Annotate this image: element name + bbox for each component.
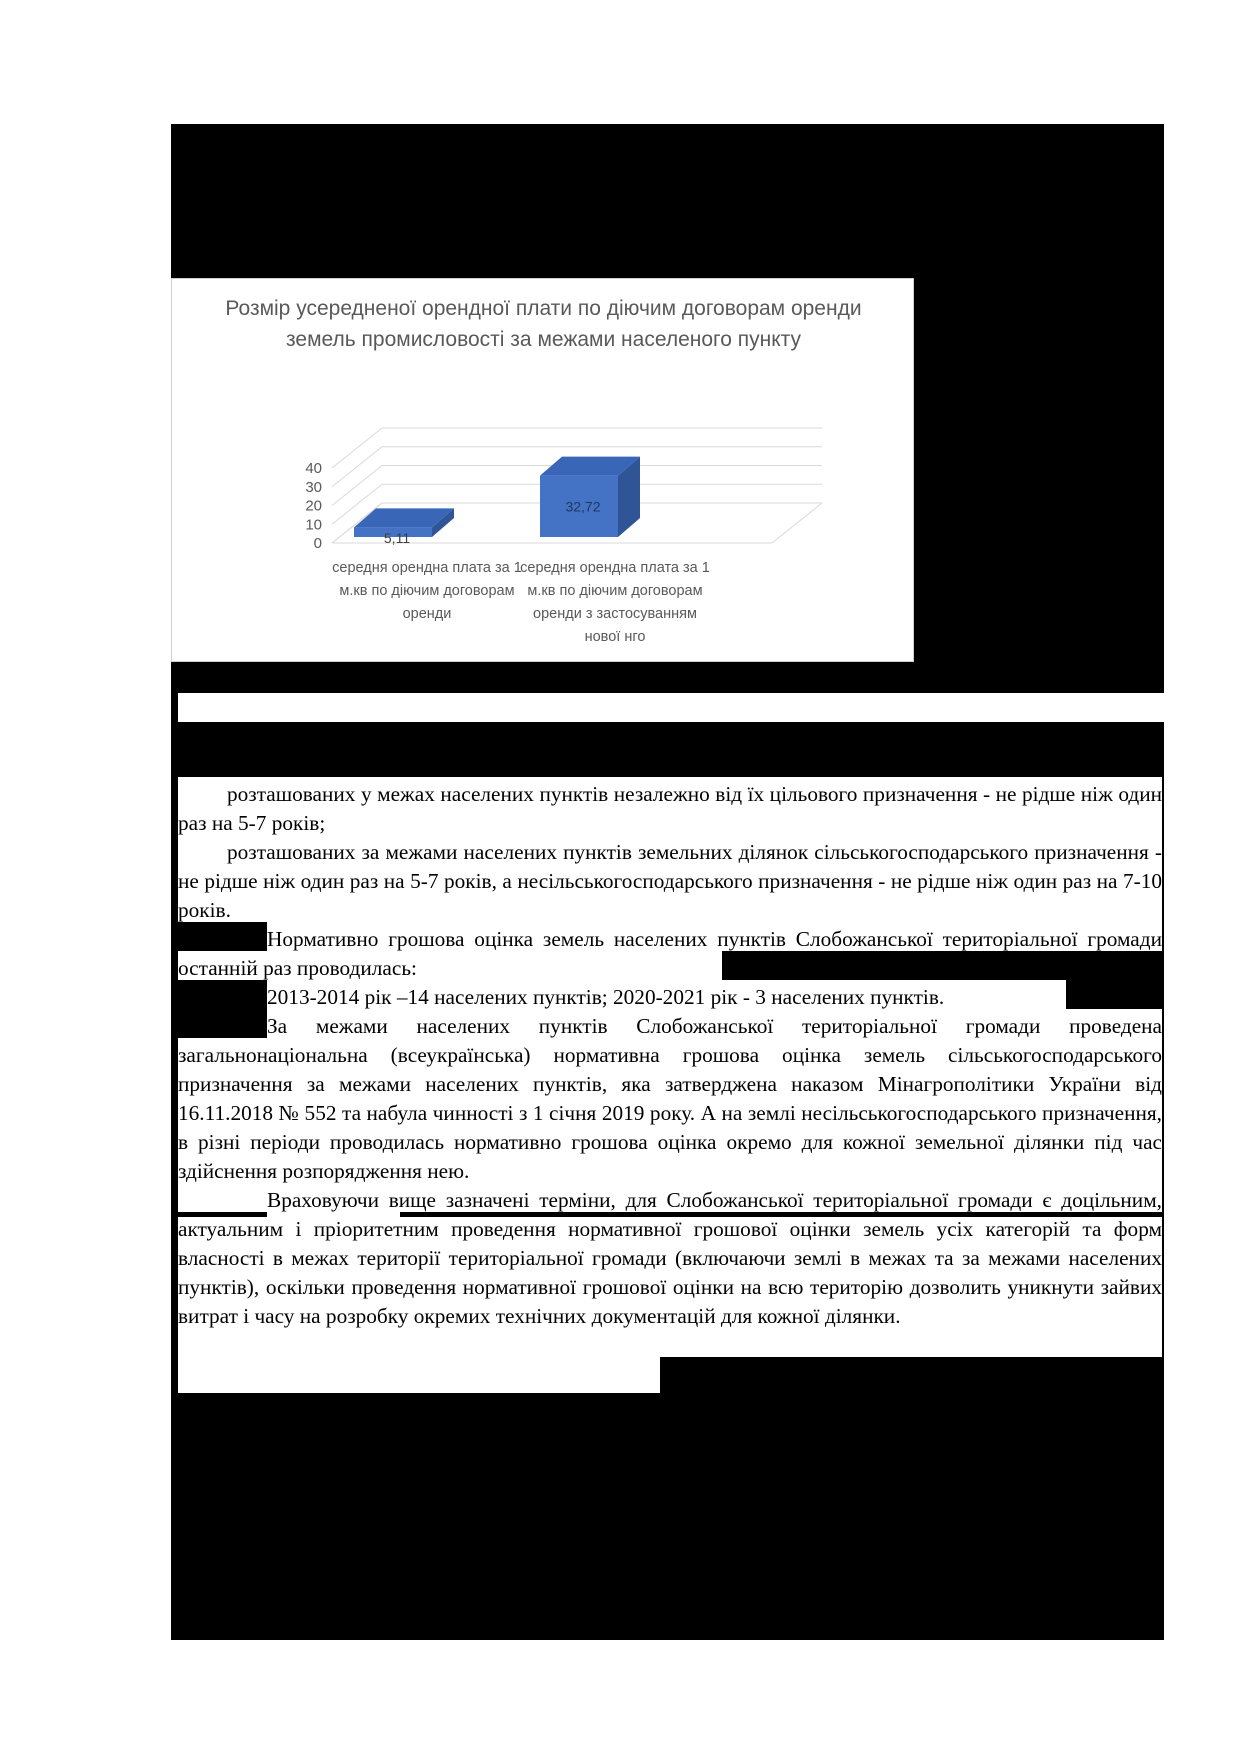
paragraph-last-valuation: Нормативно грошова оцінка земель населених пунктів Слобожанської територіальної громади останній раз проводилась: <box>178 927 1162 980</box>
chart-title: Розмір усередненої орендної плати по діючим договорам оренди земель промисловості за межами населеного пункту <box>225 297 862 351</box>
text-block-2 <box>178 925 1162 1331</box>
redaction-top <box>171 124 1164 278</box>
gridline-side <box>332 447 382 487</box>
paragraph-conclusion: Враховуючи вище зазначені терміни, для Слобожанської територіальної громади є доцільним, актуальним і пріоритетним проведення нормативної грошової оцінки земель усіх категорій та форм власності в межах території територіальної громади (включаючи землі в межах та за межами населених пунктів), оскільки проведення нормативної грошової оцінки на всю територію дозволить уникнути зайвих витрат і часу на розробку окремих технічних документацій для кожної ділянки. <box>178 1188 1162 1328</box>
redaction-band <box>171 722 1164 777</box>
redaction-left-gap <box>171 693 178 722</box>
redaction-right-of-chart <box>914 278 1164 693</box>
bar-value-label: 32,72 <box>565 498 601 515</box>
y-tick-label: 0 <box>313 535 322 552</box>
y-tick-label: 10 <box>305 516 322 534</box>
redaction-below-chart <box>171 662 1164 693</box>
gridline-side <box>332 466 382 506</box>
category-label-new: середня орендна плата за 1 м.кв по діючим договорам оренди з застосуванням нової нго <box>520 560 710 645</box>
paragraph-settlements: розташованих у межах населених пунктів незалежно від їх цільового призначення - не рідше ніж один раз на 5-7 років; <box>178 782 1162 835</box>
gridline-side <box>332 428 382 468</box>
rent-chart <box>171 278 914 662</box>
y-tick-label: 40 <box>305 460 322 477</box>
paragraph-valuation-years: 2013-2014 рік –14 населених пунктів; 2020-2021 рік - 3 населених пунктів. <box>267 985 945 1009</box>
redaction-right-column <box>1162 777 1164 1393</box>
paragraph-outside-settlements: розташованих за межами населених пунктів земельних ділянок сільськогосподарського призначення - не рідше ніж один раз на 5-7 років, а несільськогосподарського призначення - не рідше ніж один раз на 7-10 років. <box>178 840 1162 922</box>
redaction-left-column <box>171 777 178 1393</box>
y-tick-label: 20 <box>305 497 322 515</box>
y-tick-label: 30 <box>305 478 322 496</box>
text-block-1 <box>178 780 1162 925</box>
floor-edge-right <box>772 503 822 543</box>
category-label-current: середня орендна плата за 1 м.кв по діючим договорам оренди <box>332 560 522 622</box>
bar-value-label: 5,11 <box>383 530 411 546</box>
redaction-bottom <box>171 1393 1164 1640</box>
paragraph-national-valuation: За межами населених пунктів Слобожанської територіальної громади проведена загальнонаціональна (всеукраїнська) нормативна грошова оцінка земель сільськогосподарського призначення за межами населених пунктів, яка затверджена наказом Мінагрополітики України від 16.11.2018 № 552 та набула чинності з 1 січня 2019 року. А на землі несільськогосподарського призначення, в різні періоди проводилась нормативно грошова оцінка окремо для кожної земельної ділянки під час здійснення розпорядження нею. <box>178 1014 1162 1183</box>
redaction-end-p6 <box>660 1357 1164 1393</box>
